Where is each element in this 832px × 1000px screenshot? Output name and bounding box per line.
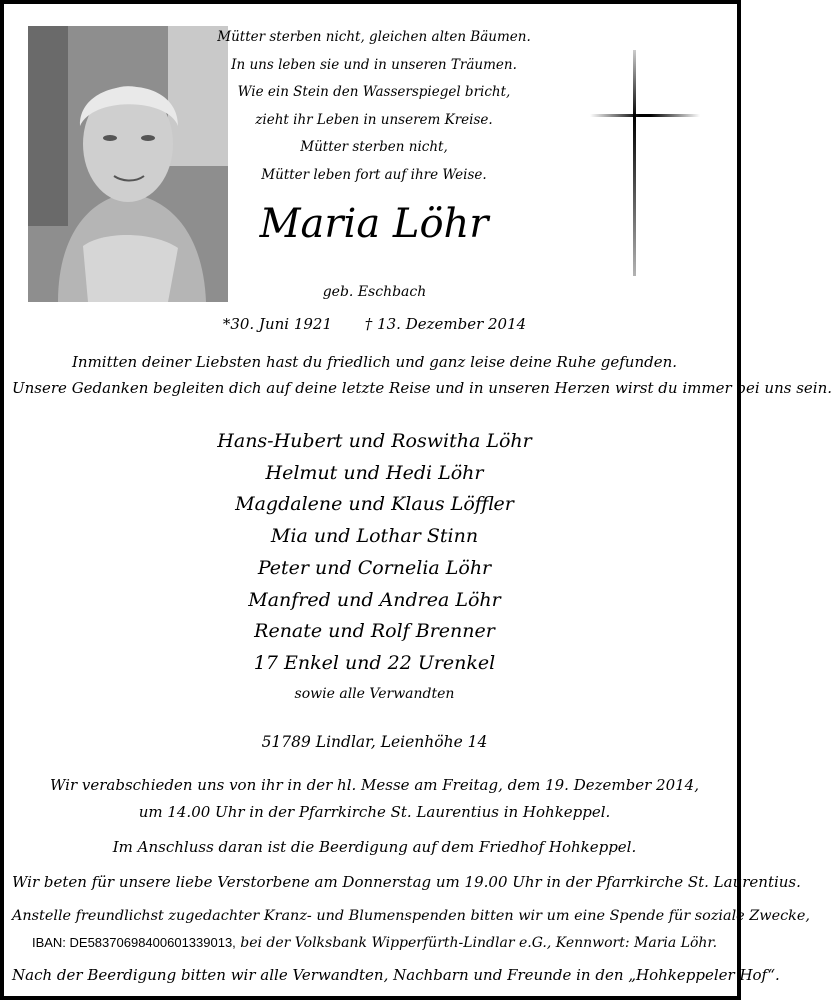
family-member: Magdalene und Klaus Löffler — [235, 493, 514, 516]
address: 51789 Lindlar, Leienhöhe 14 — [261, 733, 488, 751]
burial-line: Im Anschluss daran ist die Beerdigung auf dem Friedhof Hohkeppel. — [112, 838, 637, 856]
family-member: Helmut und Hedi Löhr — [265, 461, 484, 484]
cross-icon — [590, 50, 700, 276]
service-line: Wir verabschieden uns von ihr in der hl. Messe am Freitag, dem 19. Dezember 2014, — [50, 776, 699, 794]
poem-line: Mütter sterben nicht, gleichen alten Bäumen. — [217, 29, 531, 45]
donation-line: Anstelle freundlichst zugedachter Kranz- und Blumenspenden bitten wir um eine Spende für soziale Zwecke, — [12, 908, 810, 924]
poem-line: Wie ein Stein den Wasserspiegel bricht, — [237, 84, 511, 100]
family-member: Manfred und Andrea Löhr — [248, 588, 501, 611]
family-member: Hans-Hubert und Roswitha Löhr — [217, 430, 532, 452]
service-line: um 14.00 Uhr in der Pfarrkirche St. Laurentius in Hohkeppel. — [138, 803, 611, 821]
prayer-line: Wir beten für unsere liebe Verstorbene am Donnerstag um 19.00 Uhr in der Pfarrkirche St. Laurentius. — [12, 873, 801, 891]
deceased-name: Maria Löhr — [259, 201, 489, 247]
poem-line: Mütter leben fort auf ihre Weise. — [261, 166, 487, 183]
birth-name: geb. Eschbach — [322, 284, 427, 300]
iban: IBAN: DE58370698400601339013, — [31, 935, 236, 950]
portrait-photo — [28, 26, 228, 302]
family-member: Mia und Lothar Stinn — [270, 525, 479, 548]
memorial-line: Inmitten deiner Liebsten hast du friedlich und ganz leise deine Ruhe gefunden. — [71, 353, 678, 371]
bank-details-line — [12, 933, 737, 953]
poem-line: Mütter sterben nicht, — [300, 139, 448, 155]
family-list — [12, 426, 737, 680]
life-dates — [12, 314, 737, 334]
birth-date: *30. Juni 1921 — [222, 315, 333, 333]
portrait-illustration — [28, 26, 228, 302]
death-date: † 13. Dezember 2014 — [364, 315, 527, 333]
family-member: Renate und Rolf Brenner — [254, 620, 495, 643]
family-member: Peter und Cornelia Löhr — [257, 556, 492, 579]
poem-line: zieht ihr Leben in unserem Kreise. — [255, 111, 493, 128]
poem — [204, 24, 544, 189]
poem-line: In uns leben sie und in unseren Träumen. — [231, 56, 517, 73]
memorial-line: Unsere Gedanken begleiten dich auf deine letzte Reise und in unseren Herzen wirst du immer bei uns sein. — [12, 379, 832, 397]
bank-details: bei der Volksbank Wipperfürth-Lindlar e.G., Kennwort: Maria Löhr. — [235, 935, 718, 951]
gathering-line: Nach der Beerdigung bitten wir alle Verwandten, Nachbarn und Freunde in den „Hohkeppeler Hof“. — [12, 966, 780, 984]
relatives-note: sowie alle Verwandten — [294, 686, 455, 702]
family-member: 17 Enkel und 22 Urenkel — [253, 651, 496, 674]
